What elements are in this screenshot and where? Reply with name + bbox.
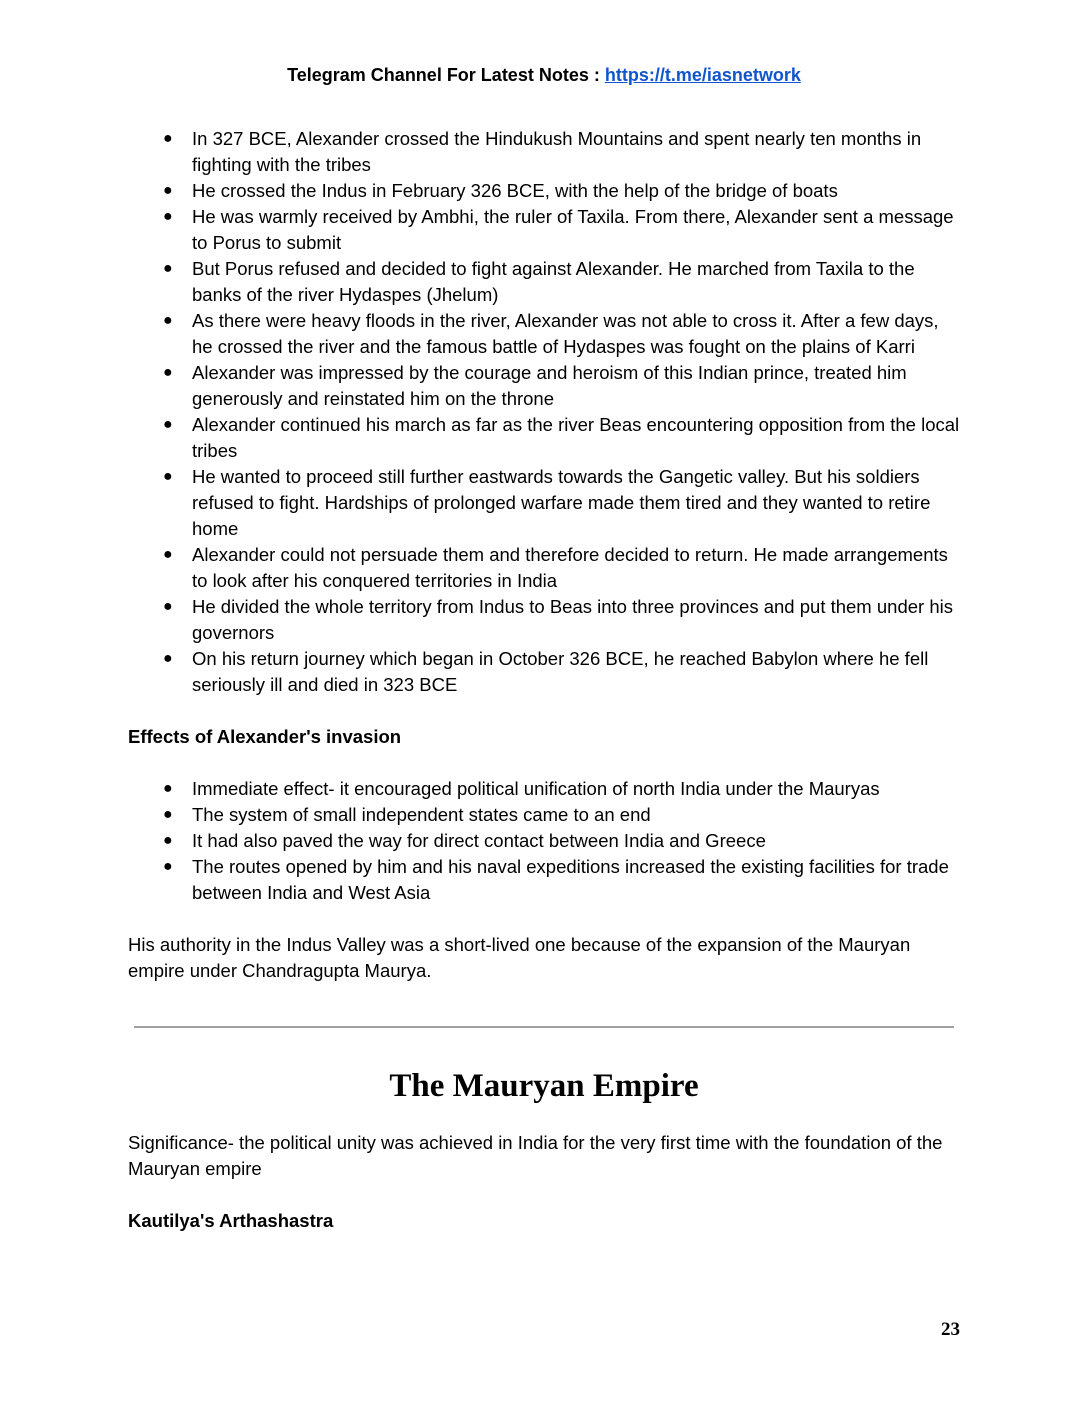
list-item-text: The system of small independent states came to an end	[192, 804, 651, 825]
list-item	[128, 854, 960, 906]
list-item-text: As there were heavy floods in the river, Alexander was not able to cross it. After a few days, he crossed the river and the famous battle of Hydaspes was fought on the plains of Karri	[192, 310, 939, 357]
spacer	[128, 1028, 960, 1066]
spacer	[128, 906, 960, 932]
bullet-icon: ●	[163, 858, 173, 875]
list-item-text: On his return journey which began in October 326 BCE, he reached Babylon where he fell seriously ill and died in 323 BCE	[192, 648, 929, 695]
bullet-icon: ●	[163, 260, 173, 277]
header-label: Telegram Channel For Latest Notes :	[287, 65, 605, 85]
list-item	[128, 464, 960, 542]
bullet-icon: ●	[163, 598, 173, 615]
list-item-text: He wanted to proceed still further eastwards towards the Gangetic valley. But his soldiers refused to fight. Hardships of prolonged warfare made them tired and they wanted to retire home	[192, 466, 931, 539]
bullet-icon: ●	[163, 416, 173, 433]
bullet-icon: ●	[163, 312, 173, 329]
list-item	[128, 126, 960, 178]
bullet-icon: ●	[163, 364, 173, 381]
list-item	[128, 256, 960, 308]
mauryan-empire-title: The Mauryan Empire	[389, 1068, 699, 1104]
telegram-header	[0, 63, 1088, 87]
list-item-text: In 327 BCE, Alexander crossed the Hindukush Mountains and spent nearly ten months in fighting with the tribes	[192, 128, 922, 175]
campaign-bullet-list	[128, 126, 960, 698]
bullet-icon: ●	[163, 806, 173, 823]
list-item-text: Immediate effect- it encouraged political unification of north India under the Mauryas	[192, 778, 880, 799]
list-item	[128, 178, 960, 204]
effects-bullet-list	[128, 776, 960, 906]
list-item-text: Alexander continued his march as far as the river Beas encountering opposition from the local tribes	[192, 414, 960, 461]
list-item-text: The routes opened by him and his naval expeditions increased the existing facilities for trade between India and West Asia	[192, 856, 949, 903]
list-item	[128, 204, 960, 256]
page-content	[128, 126, 960, 1234]
list-item-text: Alexander could not persuade them and therefore decided to return. He made arrangements to look after his conquered territories in India	[192, 544, 948, 591]
list-item	[128, 776, 960, 802]
list-item	[128, 360, 960, 412]
list-item	[128, 412, 960, 464]
spacer	[128, 984, 960, 1026]
telegram-link[interactable]: https://t.me/iasnetwork	[604, 65, 801, 85]
effects-heading: Effects of Alexander's invasion	[128, 726, 402, 747]
spacer	[128, 750, 960, 776]
list-item-text: But Porus refused and decided to fight against Alexander. He marched from Taxila to the banks of the river Hydaspes (Jhelum)	[192, 258, 915, 305]
page-number: 23	[941, 1319, 960, 1340]
authority-paragraph: His authority in the Indus Valley was a short-lived one because of the expansion of the Mauryan empire under Chandragupta Maurya.	[128, 934, 911, 981]
list-item	[128, 308, 960, 360]
bullet-icon: ●	[163, 650, 173, 667]
bullet-icon: ●	[163, 468, 173, 485]
significance-paragraph: Significance- the political unity was achieved in India for the very first time with the foundation of the Mauryan empire	[128, 1132, 943, 1179]
list-item-text: It had also paved the way for direct contact between India and Greece	[192, 830, 766, 851]
spacer	[128, 1182, 960, 1208]
bullet-icon: ●	[163, 780, 173, 797]
list-item-text: He was warmly received by Ambhi, the ruler of Taxila. From there, Alexander sent a message to Porus to submit	[192, 206, 954, 253]
list-item-text: He divided the whole territory from Indus to Beas into three provinces and put them under his governors	[192, 596, 953, 643]
bullet-icon: ●	[163, 182, 173, 199]
list-item	[128, 646, 960, 698]
bullet-icon: ●	[163, 208, 173, 225]
spacer	[128, 1106, 960, 1130]
list-item	[128, 828, 960, 854]
bullet-icon: ●	[163, 130, 173, 147]
list-item	[128, 542, 960, 594]
bullet-icon: ●	[163, 546, 173, 563]
bullet-icon: ●	[163, 832, 173, 849]
arthashastra-heading: Kautilya's Arthashastra	[128, 1210, 334, 1231]
list-item-text: He crossed the Indus in February 326 BCE, with the help of the bridge of boats	[192, 180, 838, 201]
list-item	[128, 594, 960, 646]
list-item	[128, 802, 960, 828]
spacer	[128, 698, 960, 724]
list-item-text: Alexander was impressed by the courage and heroism of this Indian prince, treated him generously and reinstated him on the throne	[192, 362, 907, 409]
